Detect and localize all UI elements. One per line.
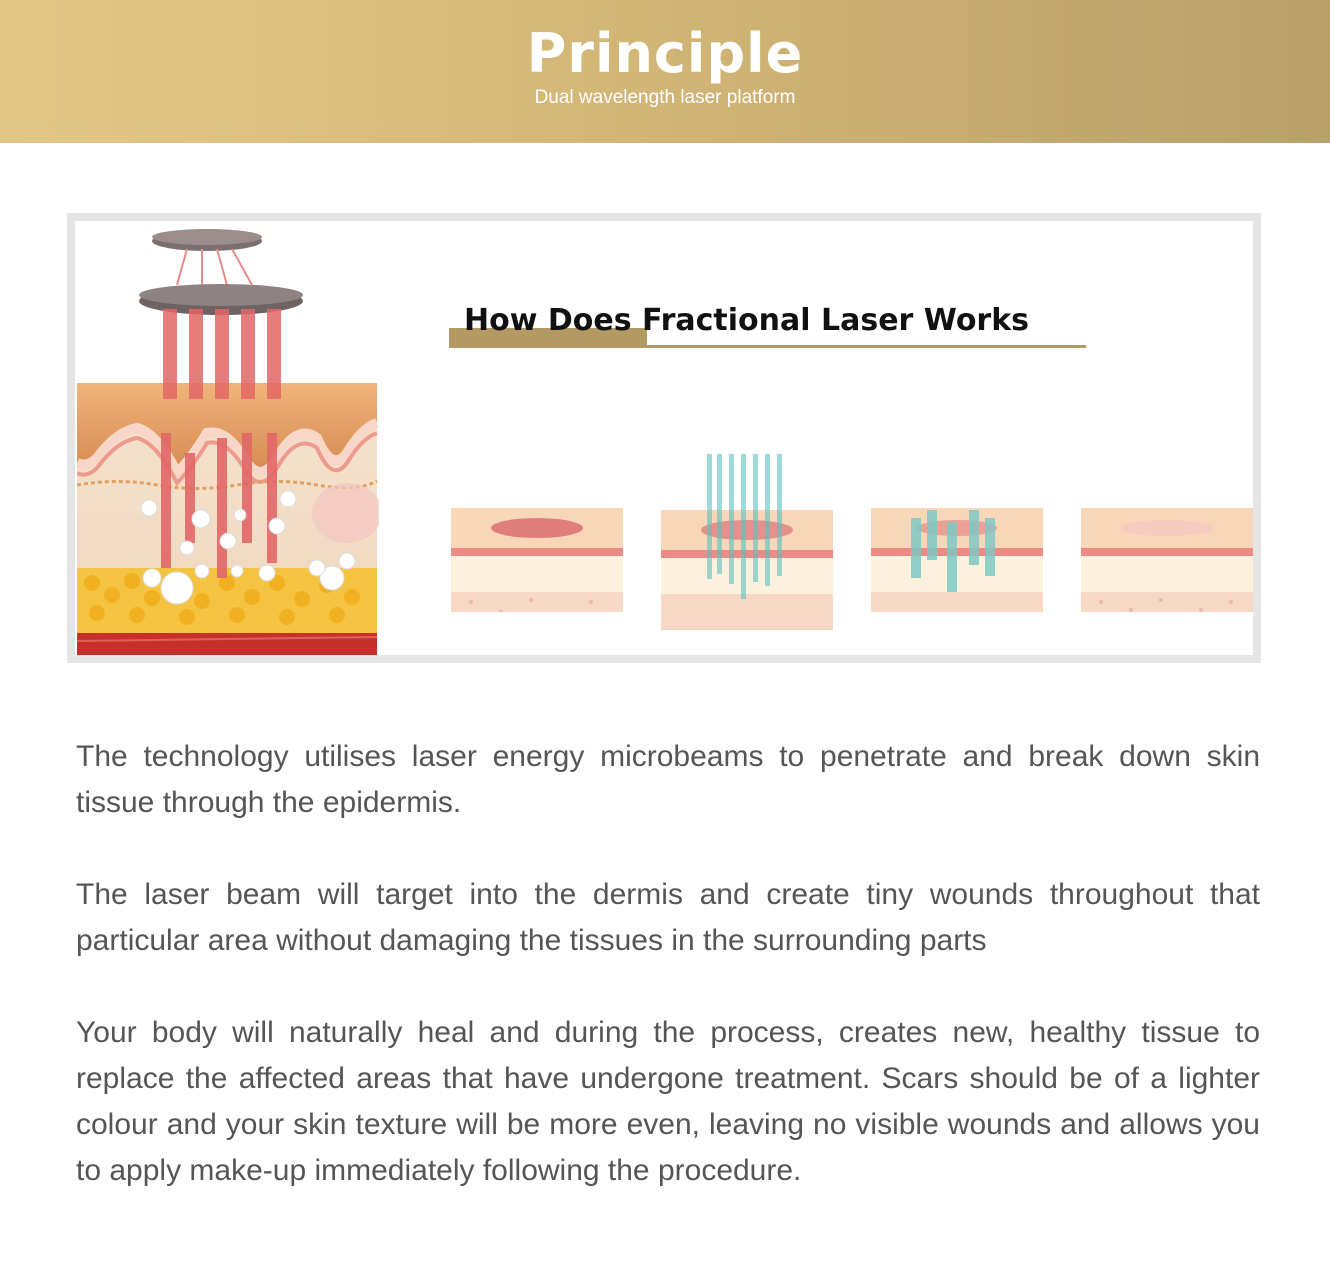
page-title: Principle bbox=[526, 22, 804, 85]
laser-skin-illustration bbox=[77, 223, 379, 655]
stage-healing-illustration bbox=[871, 452, 1043, 612]
paragraph-healing: Your body will naturally heal and during the process, creates new, healthy tissue to replace the affected areas that have undergone treatment. Scars should be of a lighter colour and your skin texture will be more even, leaving no visible wounds and allows you to apply make-up immediately following the procedure. bbox=[76, 1016, 1260, 1187]
diagram-frame bbox=[67, 213, 1261, 663]
title-underline bbox=[449, 345, 1086, 348]
principle-description bbox=[76, 734, 1260, 1240]
page-header bbox=[0, 0, 1330, 143]
page-subtitle: Dual wavelength laser platform bbox=[534, 87, 796, 108]
paragraph-laser-beam: The laser beam will target into the dermis and create tiny wounds throughout that particular area without damaging the tissues in the surrounding parts bbox=[76, 878, 1260, 957]
diagram-title: How Does Fractional Laser Works bbox=[464, 303, 1030, 338]
paragraph-technology: The technology utilises laser energy microbeams to penetrate and break down skin tissue through the epidermis. bbox=[76, 740, 1260, 819]
stage-laser-illustration bbox=[661, 454, 833, 634]
stage-scar-illustration bbox=[451, 452, 623, 612]
stage-healed-illustration bbox=[1081, 452, 1253, 612]
